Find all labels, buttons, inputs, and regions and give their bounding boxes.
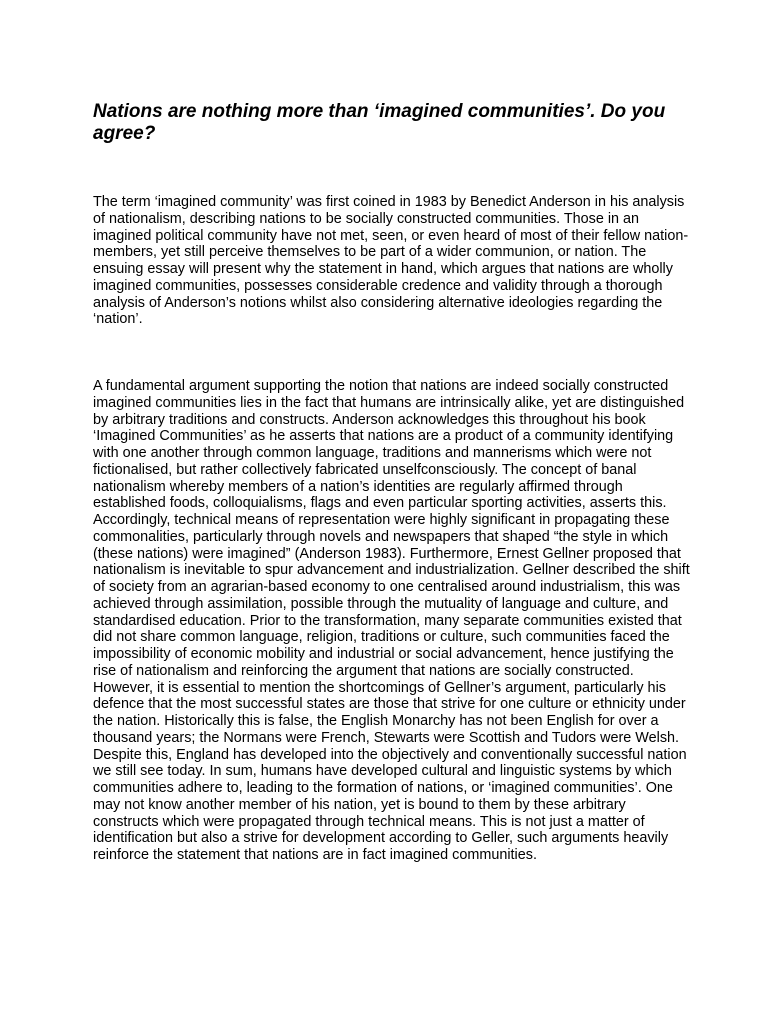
paragraph-introduction: The term ‘imagined community’ was first coined in 1983 by Benedict Anderson in his analysis of nationalism, describing nations to be socially constructed communities. Those in an imagined political community have not met, seen, or even heard of most of their fellow nation-members, yet still perceive themselves to be part of a wider communion, or nation. The ensuing essay will present why the statement in hand, which argues that nations are wholly imagined communities, possesses considerable credence and validity through a thorough analysis of Anderson’s notions whilst also considering alternative ideologies regarding the ‘nation’.: [93, 194, 689, 328]
paragraph-body: A fundamental argument supporting the notion that nations are indeed socially constructed imagined communities lies in the fact that humans are intrinsically alike, yet are distinguished by arbitrary traditions and constructs. Anderson acknowledges this throughout his book ‘Imagined Communities’ as he asserts that nations are a product of a community identifying with one another through common language, traditions and mannerisms which were not fictionalised, but rather collectively fabricated unselfconsciously. The concept of banal nationalism whereby members of a nation’s identities are regularly affirmed through established foods, colloquialisms, flags and even particular sporting activities, asserts this. Accordingly, technical means of representation were highly significant in propagating these commonalities, particularly through novels and newspapers that shaped “the style in which (these nations) were imagined” (Anderson 1983). Furthermore, Ernest Gellner proposed that nationalism is inevitable to spur advancement and industrialization. Gellner described the shift of society from an agrarian-based economy to one centralised around industrialism, this was achieved through assimilation, possible through the mutuality of language and culture, and standardised education. Prior to the transformation, many separate communities existed that did not share common language, religion, traditions or culture, such communities faced the impossibility of economic mobility and industrial or social advancement, hence justifying the rise of nationalism and reinforcing the argument that nations are socially constructed. However, it is essential to mention the shortcomings of Gellner’s argument, particularly his defence that the most successful states are those that strive for one culture or ethnicity under the nation. Historically this is false, the English Monarchy has not been English for over a thousand years; the Normans were French, Stewarts were Scottish and Tudors were Welsh. Despite this, England has developed into the objectively and conventionally successful nation we still see today. In sum, humans have developed cultural and linguistic systems by which communities adhere to, leading to the formation of nations, or ‘imagined communities’. One may not know another member of his nation, yet is bound to them by these arbitrary constructs which were propagated through technical means. This is not just a matter of identification but also a strive for development according to Geller, such arguments heavily reinforce the statement that nations are in fact imagined communities.: [93, 378, 690, 863]
essay-title: Nations are nothing more than ‘imagined communities’. Do you agree?: [93, 101, 666, 144]
